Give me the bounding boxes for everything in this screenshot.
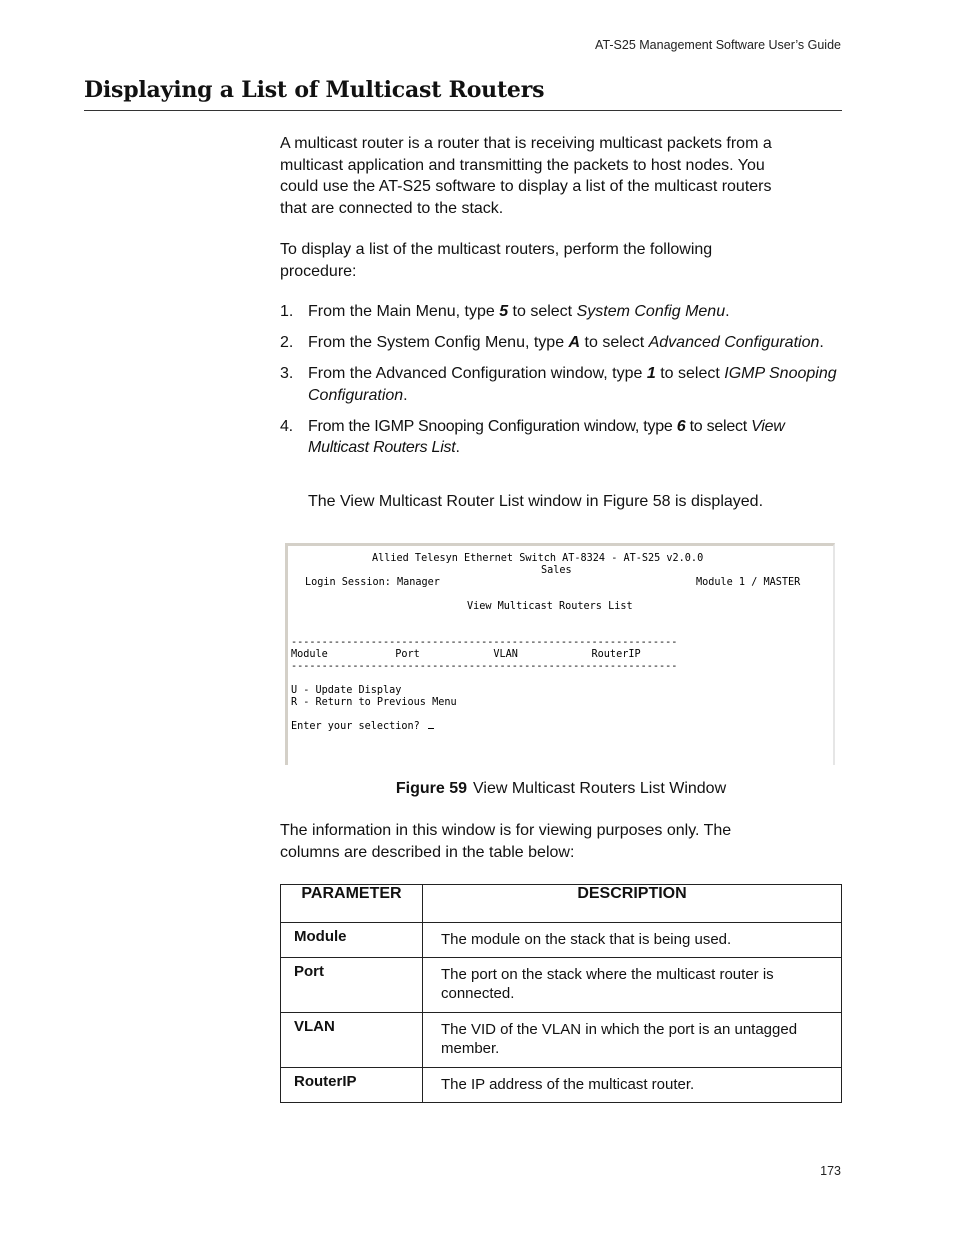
step-number: 1. (280, 303, 294, 320)
table-row (281, 923, 842, 958)
after-figure-paragraph (280, 820, 842, 863)
terminal-prompt-line (291, 721, 434, 733)
figure-label: Figure 59 (395, 780, 467, 797)
table-row (281, 958, 842, 1013)
step-number: 3. (280, 365, 294, 382)
param-description: The port on the stack where the multicast router is connected. (423, 958, 842, 1013)
figure-caption-text (396, 780, 726, 797)
terminal-screen-title: View Multicast Routers List (467, 601, 633, 612)
step-item (280, 416, 842, 459)
header-description: DESCRIPTION (423, 885, 842, 923)
terminal-module: Module 1 / MASTER (696, 577, 801, 588)
step-text: to select (685, 417, 752, 435)
table-header-row (281, 885, 842, 923)
terminal-column-headers: Module Port VLAN RouterIP (291, 649, 641, 660)
terminal-prompt: Enter your selection? (291, 721, 420, 732)
param-name: RouterIP (281, 1068, 423, 1103)
figure-caption (0, 780, 954, 798)
terminal-option-return: R - Return to Previous Menu (291, 697, 457, 708)
step-item (280, 301, 842, 323)
step-text: From the Main Menu, type (308, 303, 500, 320)
param-name: VLAN (281, 1013, 423, 1068)
intro-paragraph (280, 133, 842, 219)
step-text: to select (508, 303, 577, 320)
intro-line: could use the AT-S25 software to display a list of the multicast routers (280, 178, 772, 195)
step-text: to select (655, 365, 725, 382)
step-text: . (819, 334, 824, 351)
step-target: System Config Menu (576, 303, 726, 320)
step-text: . (403, 386, 408, 404)
step-number: 2. (280, 334, 294, 351)
terminal-banner: Allied Telesyn Ethernet Switch AT-8324 - AT-S25 v2.0.0 (372, 553, 704, 564)
step-number: 4. (280, 417, 293, 435)
section-title: Displaying a List of Multicast Routers (84, 77, 545, 103)
step-text: to select (580, 334, 649, 351)
step-text: From the IGMP Snooping Configuration window, type (308, 417, 677, 435)
parameter-table (280, 884, 842, 1103)
terminal-session: Login Session: Manager (305, 577, 440, 588)
step-item (280, 363, 842, 406)
running-header: AT-S25 Management Software User’s Guide (595, 38, 841, 52)
step-key: A (568, 334, 581, 351)
step-item (280, 332, 842, 354)
terminal-divider: --------------------------------------------------------------- (291, 661, 678, 672)
terminal-screenshot (285, 543, 835, 765)
step-target: IGMP Snooping Configuration (308, 365, 837, 404)
intro-line: that are connected to the stack. (280, 199, 504, 217)
step-text: . (455, 439, 460, 456)
intro-line: multicast application and transmitting the packets to host nodes. You (280, 156, 765, 174)
param-description: The IP address of the multicast router. (423, 1068, 842, 1103)
step-target: Advanced Configuration (648, 334, 820, 351)
intro-line: A multicast router is a router that is receiving multicast packets from a (280, 135, 772, 152)
terminal-divider: --------------------------------------------------------------- (291, 637, 678, 648)
procedure-intro (280, 239, 842, 282)
terminal-option-update: U - Update Display (291, 685, 402, 696)
header-parameter: PARAMETER (281, 885, 423, 923)
param-name: Port (281, 958, 423, 1013)
procedure-line: To display a list of the multicast routers, perform the following (280, 241, 713, 258)
after-figure-line: The information in this window is for viewing purposes only. The (280, 822, 732, 839)
table-row (281, 1013, 842, 1068)
page-number: 173 (820, 1164, 841, 1178)
table-row (281, 1068, 842, 1103)
procedure-steps (280, 301, 842, 468)
result-text: The View Multicast Router List window in Figure 58 is displayed. (308, 493, 764, 510)
step-text: . (725, 303, 730, 320)
step-text: From the Advanced Configuration window, type (308, 365, 647, 382)
after-figure-line: columns are described in the table below: (280, 843, 575, 861)
param-description: The VID of the VLAN in which the port is an untagged member. (423, 1013, 842, 1068)
step-key: 5 (499, 303, 509, 320)
terminal-cursor (428, 728, 434, 729)
title-rule (84, 110, 842, 111)
terminal-system-name: Sales (541, 565, 572, 576)
param-name: Module (281, 923, 423, 958)
figure-title: View Multicast Routers List Window (473, 780, 727, 797)
param-description: The module on the stack that is being used. (423, 923, 842, 958)
step-target: View Multicast Routers List (308, 417, 785, 456)
step-key: 1 (646, 365, 656, 382)
step-key: 6 (676, 417, 686, 435)
step-text: From the System Config Menu, type (308, 334, 569, 351)
procedure-line: procedure: (280, 262, 357, 280)
